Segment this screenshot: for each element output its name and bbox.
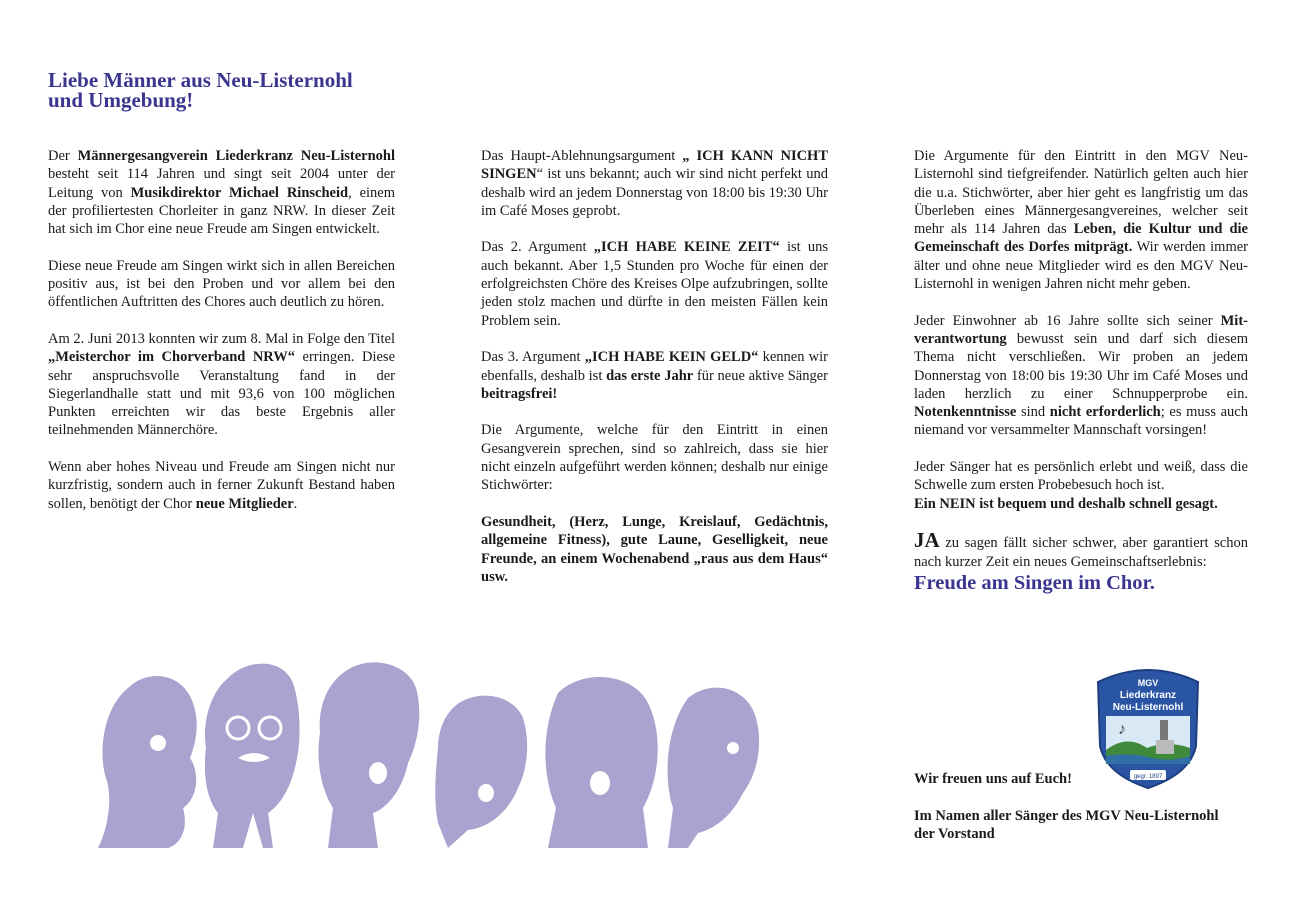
text-run: Der xyxy=(48,148,78,164)
text-run: besteht seit 114 Jahren und singt seit 2004 unter der Leitung von xyxy=(48,166,395,201)
singers-illustration xyxy=(88,648,768,848)
text-run: Wir werden immer älter und ohne neue Mitglieder wird es den MGV Neu-Listernohl in wenigen Jahren nicht mehr geben. xyxy=(914,239,1248,293)
column-3 xyxy=(914,147,1248,613)
column-1 xyxy=(48,147,395,531)
first-year-emphasis: das erste Jahr xyxy=(606,367,694,384)
page-headline xyxy=(48,70,468,110)
conductor-name: Musikdirektor Michael Rinscheid xyxy=(130,184,349,201)
headline-line-2: und Umgebung! xyxy=(48,88,194,112)
singer-face-6 xyxy=(668,688,760,848)
text-run: Das Haupt-Ablehnungsargument xyxy=(481,148,683,164)
singer-face-4 xyxy=(435,696,527,848)
col3-paragraph-4 xyxy=(914,528,1248,571)
col3-paragraph-3 xyxy=(914,458,1248,513)
club-name: Männergesangverein Liederkranz Neu-Listernohl xyxy=(77,148,395,164)
text-run: Jeder Einwohner ab 16 Jahre sollte sich seiner xyxy=(914,312,1221,329)
text-run: zu sagen fällt sicher schwer, aber garantiert schon nach kurzer Zeit ein neues Gemeinschaftserlebnis: xyxy=(914,535,1248,570)
singer-face-1 xyxy=(98,676,197,848)
logo-text-liederkranz: Liederkranz xyxy=(1119,690,1177,701)
argument-1: „ ICH KANN NICHT SINGEN xyxy=(481,148,829,183)
col2-paragraph-5 xyxy=(481,513,828,586)
column-2 xyxy=(481,147,828,604)
col1-paragraph-3 xyxy=(48,330,395,440)
headline-line-1: Liebe Männer aus Neu-Listernohl xyxy=(48,68,353,92)
text-run: kennen wir ebenfalls, deshalb ist xyxy=(481,349,828,384)
col1-paragraph-4 xyxy=(48,458,395,513)
text-run: Das 2. Argument xyxy=(481,239,594,256)
logo-text-mgv: MGV xyxy=(1137,678,1159,688)
text-run: erringen. Diese sehr anspruchsvolle Veranstaltung fand in der Siegerlandhalle statt und mit 93,6 von 100 möglichen Punkten erreichten wir das beste Ergebnis aller teilnehmenden Männerchöre. xyxy=(48,349,396,439)
singer-face-5 xyxy=(545,677,657,848)
fee-free-emphasis: beitragsfrei! xyxy=(481,385,558,402)
text-run: Das 3. Argument xyxy=(481,349,585,366)
text-run: sind xyxy=(1016,404,1050,421)
closing-slogan: Freude am Singen im Chor. xyxy=(914,571,1155,594)
col1-paragraph-2: Diese neue Freude am Singen wirkt sich in allen Bereichen positiv aus, ist bei den Proben und vor allem bei den öffentlichen Auftritten des Chores auch deutlich zu hören. xyxy=(48,257,395,311)
text-run: bewusst sein und darf sich diesem Thema nicht verschließen. Wir proben an jedem Donnerstag von 18:00 bis 19:30 Uhr im Café Moses und laden herzlich zu einer Schnupperprobe ein. xyxy=(914,330,1248,402)
nein-emphasis: Ein NEIN ist bequem und deshalb schnell gesagt. xyxy=(914,495,1218,512)
keywords-list: Gesundheit, (Herz, Lunge, Kreislauf, Gedächtnis, allgemeine Fitness), gute Laune, Geselligkeit, neue Freunde, an einem Wochenabend „raus aus dem Haus“ usw. xyxy=(481,513,828,585)
signoff-line-2: der Vorstand xyxy=(914,825,995,842)
text-run: Wenn aber hohes Niveau und Freude am Singen nicht nur kurzfristig, sondern auch in ferner Zukunft Bestand haben sollen, benötigt der Chor xyxy=(48,459,395,512)
text-run: , einem der profiliertesten Chorleiter in ganz NRW. In dieser Zeit hat sich im Chor eine neue Freude am Singen entwickelt. xyxy=(48,184,395,238)
col3-paragraph-2 xyxy=(914,312,1248,440)
signoff xyxy=(914,770,1248,861)
music-note-icon: ♪ xyxy=(1118,721,1126,738)
text-run: Am 2. Juni 2013 konnten wir zum 8. Mal in Folge den Titel xyxy=(48,330,395,347)
text-run: ; es muss auch niemand vor versammelter Mannschaft vorsingen! xyxy=(914,404,1248,439)
col2-paragraph-1 xyxy=(481,147,828,220)
sheet-music-emphasis: Notenkenntnisse xyxy=(914,404,1017,421)
not-required-emphasis: nicht erforderlich xyxy=(1049,404,1161,421)
col1-paragraph-1 xyxy=(48,147,395,238)
logo-building xyxy=(1156,740,1174,754)
text-run: “ ist uns bekannt; auch wir sind nicht perfekt und deshalb wird an jedem Donnerstag von 18:00 bis 19:30 Uhr im Café Moses geprobt. xyxy=(481,166,828,219)
col2-paragraph-4: Die Argumente, welche für den Eintritt in einen Gesangverein sprechen, sind so zahlreich, dass sie hier nicht einzeln aufgeführt werden können; deshalb nur einige Stichwörter: xyxy=(481,422,828,494)
village-emphasis: Leben, die Kultur und die Gemeinschaft des Dorfes mitprägt. xyxy=(914,221,1248,256)
col2-paragraph-3 xyxy=(481,348,828,403)
new-members-emphasis: neue Mitglieder xyxy=(195,495,294,512)
text-run: Jeder Sänger hat es persönlich erlebt und weiß, dass die Schwelle zum ersten Probebesuch hoch ist. xyxy=(914,459,1248,494)
text-run: ist uns auch bekannt. Aber 1,5 Stunden pro Woche für einen der erfolgreichsten Chöre des Kreises Olpe aufzubringen, sollte jeden stolz machen und dürfte in den meisten Fällen kein Problem sein. xyxy=(481,239,828,329)
signoff-line-1: Im Namen aller Sänger des MGV Neu-Listernohl xyxy=(914,807,1219,824)
col2-paragraph-2 xyxy=(481,238,828,329)
text-run: für neue aktive Sänger xyxy=(693,367,828,384)
title-award: „Meisterchor im Chorverband NRW“ xyxy=(48,349,296,366)
text-run: Die Argumente für den Eintritt in den MGV Neu-Listernohl sind tiefgreifender. Natürlich gelten auch hier die u.a. Stichwörter, aber hier geht es langfristig um das Überleben eines Männergesangvereines, welcher seit mehr als 114 Jahren das xyxy=(914,148,1248,238)
logo-founded-text: gegr. 1897 xyxy=(1133,774,1163,780)
argument-2: „ICH HABE KEINE ZEIT“ xyxy=(593,239,780,256)
argument-3: „ICH HABE KEIN GELD“ xyxy=(584,349,759,366)
signoff-signature xyxy=(914,807,1248,844)
logo-text-neu-listernohl: Neu-Listernohl xyxy=(1112,702,1184,713)
responsibility-emphasis: Mitverantwortung xyxy=(914,312,1248,347)
col3-paragraph-1 xyxy=(914,147,1248,293)
ja-emphasis: JA xyxy=(914,528,940,553)
singer-face-3 xyxy=(319,662,420,848)
singer-face-2 xyxy=(205,664,300,848)
signoff-greeting: Wir freuen uns auf Euch! xyxy=(914,771,1072,787)
text-run: . xyxy=(293,495,298,512)
